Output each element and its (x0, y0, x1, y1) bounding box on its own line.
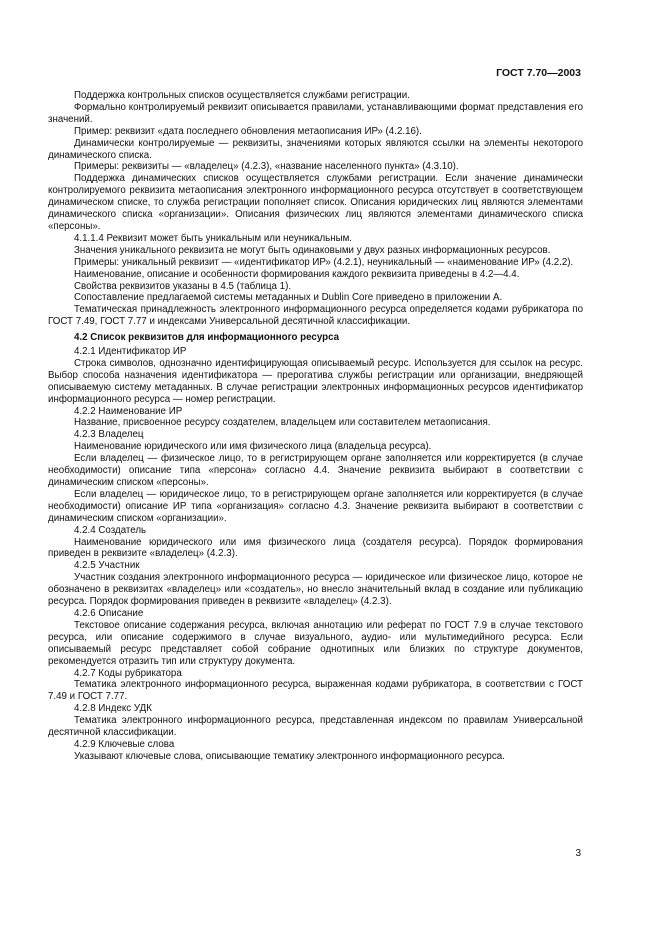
page-number: 3 (575, 848, 581, 859)
subsection-text: Строка символов, однозначно идентифицирующая описываемый ресурс. Используется для ссылок на ресурс. Выбор способа назначения идентификатора — прерогатива службы регистрации или организации, внедряющей описываемую систему метаданных. В случае регистрации электронных информационных ресурсов идентификатор информационного ресурса — номер регистрации. (48, 357, 583, 405)
paragraph: Формально контролируемый реквизит описывается правилами, устанавливающими формат представления его значений. (48, 101, 583, 125)
paragraph: Динамически контролируемые — реквизиты, значениями которых являются ссылки на элементы некоторого динамического списка. (48, 137, 583, 161)
subsection-heading: 4.2.4 Создатель (74, 524, 147, 536)
subsection-text: Участник создания электронного информационного ресурса — юридическое или физическое лицо, которое не обозначено в реквизитах «владелец» или «создатель», но внесло значительный вклад в создание или публикацию ресурса. Порядок формирования приведен в реквизите «владелец» (4.2.3). (48, 572, 583, 608)
subsection-heading: 4.2.7 Коды рубрикатора (74, 667, 182, 679)
paragraph: Тематическая принадлежность электронного информационного ресурса определяется кодами рубрикатора по ГОСТ 7.49, ГОСТ 7.77 и индексами Универсальной десятичной классификации. (48, 304, 583, 328)
document-header: ГОСТ 7.70—2003 (496, 67, 581, 79)
subsection-heading: 4.2.3 Владелец (74, 429, 144, 441)
subsection-text: Тематика электронного информационного ресурса, представленная индексом по правилам Универсальной десятичной классификации. (48, 715, 583, 739)
paragraph: Поддержка динамических списков осуществляется службами регистрации. Если значение динамически контролируемого реквизита метаописания электронного информационного ресурса отсутствует в соответствующем динамическом списке, то служба регистрации пополняет список. Описания юридических лиц являются элементами динамического списка «организации». Описания физических лиц являются элементами динамического списка «персоны». (48, 173, 583, 232)
subsection-text: Если владелец — юридическое лицо, то в регистрирующем органе заполняется или корректируется (в случае необходимости) описание ИР типа «организация» согласно 4.3. Значение реквизита выбирают в соответствии с динамическим списком «организации». (48, 488, 583, 524)
subsection-heading: 4.2.5 Участник (74, 560, 140, 572)
subsection-text: Наименование юридического или имя физического лица (владельца ресурса). (74, 441, 432, 453)
subsection-text: Если владелец — физическое лицо, то в регистрирующем органе заполняется или корректируется (в случае необходимости) описание типа «персона» согласно 4.4. Значение реквизита выбирают в соответствии с динамическим списком «персоны». (48, 453, 583, 488)
paragraph: Значения уникального реквизита не могут быть одинаковыми у двух разных информационных ресурсов. (74, 244, 551, 256)
paragraph: Сопоставление предлагаемой системы метаданных и Dublin Core приведено в приложении А. (74, 292, 503, 304)
subsection-heading: 4.2.6 Описание (74, 607, 144, 619)
paragraph: Свойства реквизитов указаны в 4.5 (таблица 1). (74, 280, 292, 292)
section-heading: 4.2 Список реквизитов для информационного ресурса (74, 332, 340, 344)
subsection-text: Указывают ключевые слова, описывающие тематику электронного информационного ресурса. (74, 750, 505, 762)
subsection-heading: 4.2.9 Ключевые слова (74, 738, 175, 750)
paragraph: Поддержка контрольных списков осуществляется службами регистрации. (74, 90, 410, 101)
subsection-text: Наименование юридического или имя физического лица (создателя ресурса). Порядок формирования приведен в реквизите «владелец» (4.2.3). (48, 536, 583, 560)
subsection-heading: 4.2.8 Индекс УДК (74, 703, 152, 715)
subsection-text: Тематика электронного информационного ресурса, выраженная кодами рубрикатора, в соответствии с ГОСТ 7.49 и ГОСТ 7.77. (48, 679, 583, 703)
subsection-heading: 4.2.2 Наименование ИР (74, 405, 183, 417)
subsection-text: Текстовое описание содержания ресурса, включая аннотацию или реферат по ГОСТ 7.9 в случае текстового ресурса, или описание содержимого в случае визуального, аудио- или мультимедийного ресурса. Если описываемый ресурс представляет собой собрание однотипных или близких по структуре документов, рекомендуется отразить тип или структуру документа. (48, 619, 583, 667)
example-text: Пример: реквизит «дата последнего обновления метаописания ИР» (4.2.16). (74, 125, 422, 137)
subsection-text: Название, присвоенное ресурсу создателем, владельцем или составителем метаописания. (74, 417, 491, 429)
example-text: Примеры: уникальный реквизит — «идентификатор ИР» (4.2.1), неуникальный — «наименование ИР» (4.2.2). (74, 256, 574, 268)
paragraph: Наименование, описание и особенности формирования каждого реквизита приведены в 4.2—4.4. (74, 268, 520, 280)
subsection-heading: 4.2.1 Идентификатор ИР (74, 346, 187, 358)
clause-text: 4.1.1.4 Реквизит может быть уникальным или неуникальным. (74, 232, 353, 244)
example-text: Примеры: реквизиты — «владелец» (4.2.3), «название населенного пункта» (4.3.10). (74, 161, 459, 173)
document-body (48, 90, 583, 763)
